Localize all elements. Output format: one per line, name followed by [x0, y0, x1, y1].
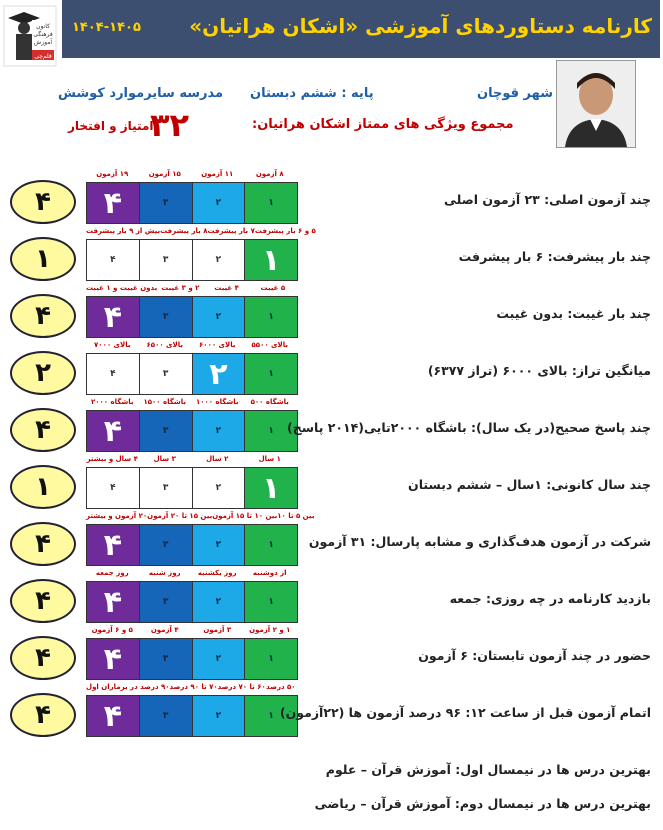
level-cell-3: ۳	[140, 240, 193, 280]
level-cell-4: ۴	[87, 411, 140, 451]
threshold-label: باشگاه ۲۰۰۰	[90, 398, 134, 406]
level-cell-3: ۳	[140, 411, 193, 451]
threshold-label: ۵۰ درصد	[266, 683, 296, 691]
level-strip	[86, 239, 298, 281]
row-question: چند بار غیبت: بدون غیبت	[496, 306, 651, 321]
threshold-label: ۵ و ۶ آزمون	[91, 626, 133, 634]
threshold-label: از دوشنبه	[252, 569, 287, 577]
threshold-label: ۴ غیبت	[214, 284, 239, 292]
threshold-label: ۷۰ تا ۹۰ درصد	[169, 683, 218, 691]
logo-word-1: کانون	[36, 23, 50, 30]
level-cell-3: ۳	[140, 468, 193, 508]
row-score-badge: ۴	[10, 180, 76, 224]
level-strip	[86, 296, 298, 338]
level-cell-3: ۳	[140, 696, 193, 736]
level-strip	[86, 410, 298, 452]
threshold-label: روز یکشنبه	[197, 569, 237, 577]
footer-line-2: بهترین درس ها در نیمسال دوم: آموزش قرآن – ریاضی	[314, 796, 651, 811]
level-cell-2: ۲	[193, 297, 246, 337]
level-cell-4: ۴	[87, 525, 140, 565]
row-score-badge: ۴	[10, 294, 76, 338]
level-cell-3: ۳	[140, 525, 193, 565]
row-question: چند بار پیشرفت: ۶ بار پیشرفت	[458, 249, 651, 264]
threshold-label: ۲ و ۳ غیبت	[161, 284, 200, 292]
row-score-badge: ۱	[10, 237, 76, 281]
threshold-label: بالای ۶۵۰۰	[146, 341, 183, 349]
school-label: مدرسه سایرموارد کوشش	[58, 86, 224, 101]
threshold-label: بیش از ۹ بار پیشرفت	[86, 227, 161, 235]
row-score-badge: ۴	[10, 693, 76, 737]
threshold-label: بین ۱۵ تا ۲۰ آزمون	[147, 512, 213, 520]
score-label: امتیاز و افتخار	[68, 119, 154, 133]
threshold-label: ۶۰ تا ۷۰ درصد	[217, 683, 266, 691]
level-cell-1: ۱	[245, 525, 297, 565]
logo-word-4: قلم‌چی	[34, 53, 52, 60]
level-strip	[86, 467, 298, 509]
threshold-label: ۱۵ آزمون	[148, 170, 181, 178]
level-cell-1: ۱	[245, 468, 297, 508]
threshold-label: باشگاه ۵۰۰	[250, 398, 289, 406]
level-cell-1: ۱	[245, 696, 297, 736]
threshold-label: ۸ بار پیشرفت	[160, 227, 208, 235]
threshold-label: بالای ۷۰۰۰	[94, 341, 131, 349]
row-question: چند سال کانونی: ۱سال – ششم دبستان	[408, 477, 651, 492]
row-threshold-labels	[86, 398, 296, 408]
level-cell-4: ۴	[87, 183, 140, 223]
threshold-label: ۱ سال	[258, 455, 281, 463]
level-cell-4: ۴	[87, 639, 140, 679]
threshold-label: روز شنبه	[148, 569, 181, 577]
level-strip	[86, 638, 298, 680]
threshold-label: بین ۱۰ تا ۱۵ آزمون	[212, 512, 278, 520]
threshold-label: بالای ۵۵۰۰	[251, 341, 288, 349]
row-question: چند آزمون اصلی: ۲۳ آزمون اصلی	[443, 192, 651, 207]
row-question: اتمام آزمون قبل از ساعت ۱۲: ۹۶ درصد آزمون ها (۲۲آزمون)	[279, 705, 651, 720]
level-cell-3: ۳	[140, 582, 193, 622]
level-cell-3: ۳	[140, 297, 193, 337]
threshold-label: روز جمعه	[95, 569, 129, 577]
level-cell-1: ۱	[245, 240, 297, 280]
level-cell-1: ۱	[245, 297, 297, 337]
threshold-label: بدون غیبت و ۱ غیبت	[86, 284, 158, 292]
row-question: چند پاسخ صحیح(در یک سال): باشگاه ۲۰۰۰تایی(۲۰۱۴ پاسخ)	[287, 420, 651, 435]
student-photo	[556, 60, 636, 148]
graduate-logo-icon	[2, 4, 58, 68]
row-threshold-labels	[86, 284, 296, 294]
row-question: شرکت در آزمون هدف‌گذاری و مشابه پارسال: ۳۱ آزمون	[308, 534, 651, 549]
row-threshold-labels	[86, 227, 316, 237]
threshold-label: ۵ و ۶ بار پیشرفت	[254, 227, 316, 235]
row-threshold-labels	[86, 512, 315, 522]
total-score: ۳۲	[150, 106, 190, 144]
level-cell-4: ۴	[87, 696, 140, 736]
level-cell-2: ۲	[193, 582, 246, 622]
threshold-label: ۲ سال	[206, 455, 229, 463]
threshold-label: ۸ آزمون	[255, 170, 284, 178]
threshold-label: باشگاه ۱۵۰۰	[143, 398, 186, 406]
student-portrait-icon	[557, 61, 635, 147]
row-threshold-labels	[86, 170, 296, 180]
kanoon-logo	[2, 4, 58, 68]
row-score-badge: ۲	[10, 351, 76, 395]
level-cell-2: ۲	[193, 468, 246, 508]
threshold-label: ۱۹ آزمون	[96, 170, 129, 178]
threshold-label: ۹۰ درصد در بر‌ماران اول	[86, 683, 170, 691]
level-cell-2: ۲	[193, 411, 246, 451]
threshold-label: بین ۵ تا ۱۰	[277, 512, 315, 520]
threshold-label: ۳ سال	[153, 455, 176, 463]
level-cell-4: ۴	[87, 354, 140, 394]
row-score-badge: ۴	[10, 636, 76, 680]
features-title: مجموع ویژگی های ممتاز اشکان هراتیان:	[252, 117, 514, 132]
row-threshold-labels	[86, 455, 296, 465]
row-score-badge: ۴	[10, 579, 76, 623]
level-strip	[86, 182, 298, 224]
header-bar	[62, 0, 660, 58]
row-question: حضور در چند آزمون تابستان: ۶ آزمون	[418, 648, 651, 663]
row-score-badge: ۴	[10, 408, 76, 452]
threshold-label: ۵ غیبت	[260, 284, 286, 292]
city-label: شهر قوچان	[477, 86, 553, 101]
level-cell-2: ۲	[193, 354, 246, 394]
threshold-label: ۲۰ آزمون و بیشتر	[86, 512, 148, 520]
page-title: کارنامه دستاوردهای آموزشی «اشکان هراتیان»	[189, 14, 652, 38]
threshold-label: ۴ آزمون	[150, 626, 179, 634]
threshold-label: ۳ آزمون	[203, 626, 232, 634]
level-cell-4: ۴	[87, 297, 140, 337]
row-score-badge: ۱	[10, 465, 76, 509]
logo-word-3: آموزش	[33, 39, 53, 46]
threshold-label: ۷ بار پیشرفت	[207, 227, 255, 235]
logo-word-2: فرهنگی	[33, 31, 53, 38]
level-cell-1: ۱	[245, 582, 297, 622]
level-cell-1: ۱	[245, 354, 297, 394]
level-cell-1: ۱	[245, 639, 297, 679]
threshold-label: ۱۱ آزمون	[201, 170, 234, 178]
row-question: بازدید کارنامه در چه روزی: جمعه	[449, 591, 651, 606]
threshold-label: ۱ و ۲ آزمون	[249, 626, 291, 634]
level-cell-3: ۳	[140, 354, 193, 394]
level-strip	[86, 581, 298, 623]
level-strip	[86, 524, 298, 566]
row-threshold-labels	[86, 341, 296, 351]
level-cell-1: ۱	[245, 411, 297, 451]
header-years: ۱۴۰۴-۱۴۰۵	[72, 20, 141, 35]
row-threshold-labels	[86, 626, 296, 636]
threshold-label: بالای ۶۰۰۰	[199, 341, 236, 349]
level-cell-4: ۴	[87, 468, 140, 508]
level-cell-4: ۴	[87, 240, 140, 280]
level-strip	[86, 353, 298, 395]
level-cell-4: ۴	[87, 582, 140, 622]
level-cell-2: ۲	[193, 639, 246, 679]
threshold-label: ۴ سال و بیشتر	[86, 455, 138, 463]
threshold-label: باشگاه ۱۰۰۰	[195, 398, 239, 406]
level-cell-1: ۱	[245, 183, 297, 223]
level-cell-2: ۲	[193, 696, 246, 736]
level-cell-2: ۲	[193, 183, 246, 223]
row-threshold-labels	[86, 683, 296, 693]
grade-label: پایه : ششم دبستان	[250, 86, 374, 101]
level-cell-2: ۲	[193, 240, 246, 280]
row-question: میانگین تراز: بالای ۶۰۰۰ (تراز ۶۳۷۷)	[427, 363, 651, 378]
footer-line-1: بهترین درس ها در نیمسال اول: آموزش قرآن – علوم	[325, 762, 651, 777]
level-strip	[86, 695, 298, 737]
row-threshold-labels	[86, 569, 296, 579]
level-cell-3: ۳	[140, 183, 193, 223]
level-cell-3: ۳	[140, 639, 193, 679]
level-cell-2: ۲	[193, 525, 246, 565]
row-score-badge: ۴	[10, 522, 76, 566]
